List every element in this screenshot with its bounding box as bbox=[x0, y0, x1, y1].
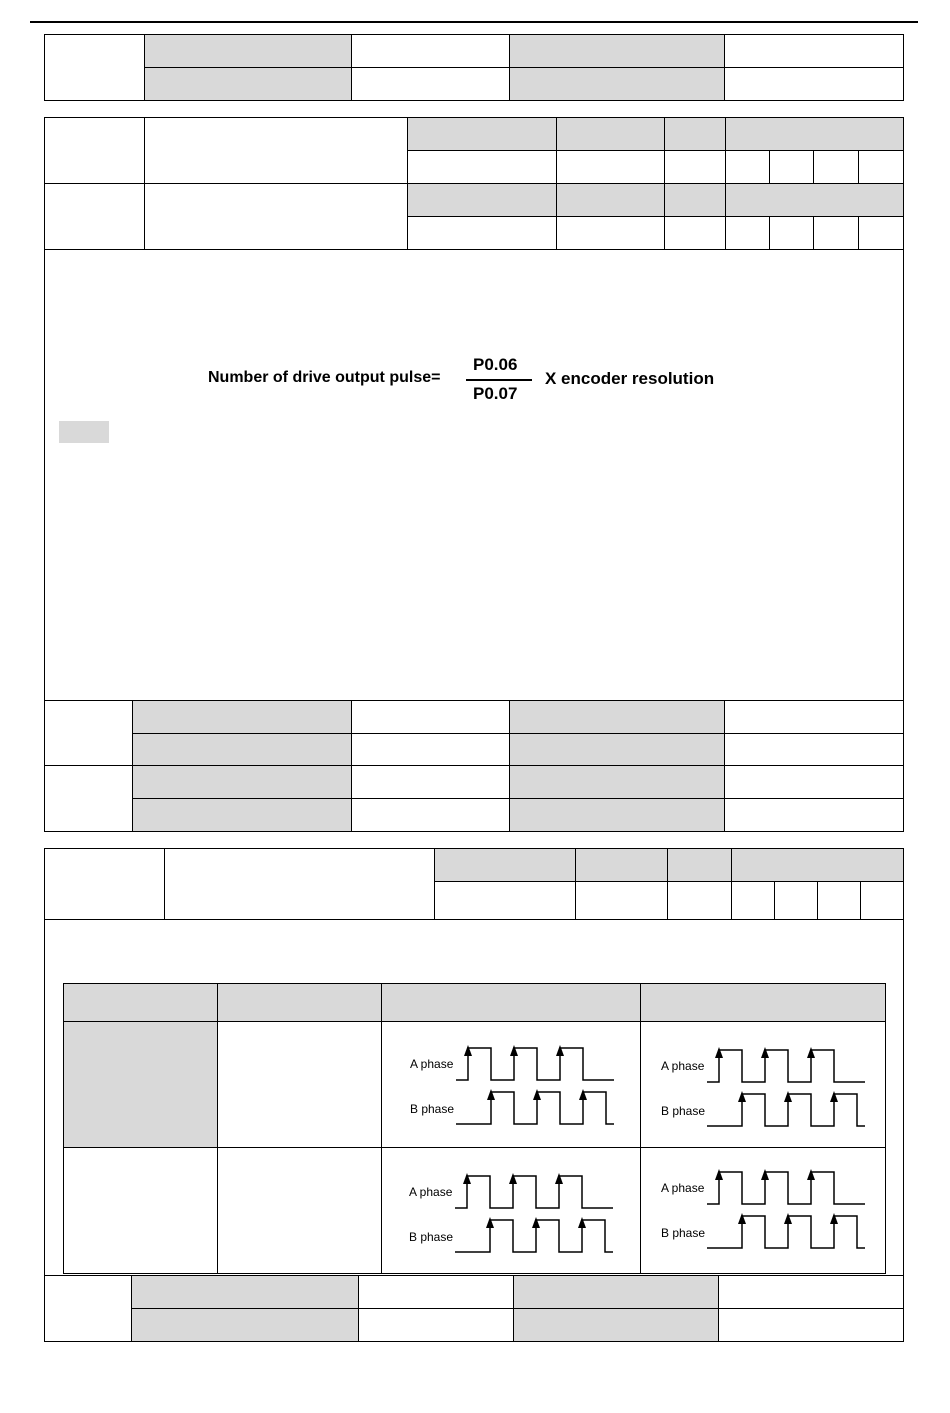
param-name-cell bbox=[144, 117, 408, 184]
header-cell bbox=[575, 848, 668, 882]
header-cell bbox=[556, 117, 665, 151]
value-cell bbox=[664, 216, 726, 250]
rising-edge-arrow bbox=[761, 1169, 769, 1180]
inner-header-cell bbox=[640, 983, 886, 1022]
waveform-svg bbox=[410, 1044, 640, 1134]
inner-header-cell bbox=[381, 983, 641, 1022]
rising-edge-arrow bbox=[556, 1045, 564, 1056]
value-cell bbox=[434, 881, 576, 920]
formula-numerator: P0.06 bbox=[473, 355, 518, 374]
rising-edge-arrow bbox=[715, 1047, 723, 1058]
header-cell bbox=[556, 183, 665, 217]
header-cell bbox=[509, 765, 725, 799]
value-cell bbox=[556, 216, 665, 250]
param-label-cell bbox=[44, 34, 145, 101]
value-cell bbox=[724, 700, 904, 734]
value-cell bbox=[351, 733, 510, 766]
header-cell bbox=[131, 1308, 359, 1342]
header-cell bbox=[132, 798, 352, 832]
a-phase-wave bbox=[707, 1172, 865, 1204]
value-cell bbox=[718, 1275, 904, 1309]
mode-cell bbox=[860, 881, 904, 920]
mode-cell bbox=[817, 881, 861, 920]
value-cell bbox=[351, 34, 510, 68]
b-phase-label: B phase bbox=[409, 1230, 454, 1244]
rising-edge-arrow bbox=[807, 1047, 815, 1058]
rising-edge-arrow bbox=[463, 1173, 471, 1184]
header-cell bbox=[132, 733, 352, 766]
value-cell bbox=[724, 798, 904, 832]
mode-cell bbox=[725, 216, 770, 250]
rising-edge-arrow bbox=[555, 1173, 563, 1184]
mode-cell bbox=[769, 150, 814, 184]
param-label-cell bbox=[44, 1275, 132, 1342]
inner-header-cell bbox=[63, 983, 218, 1022]
header-cell bbox=[407, 117, 557, 151]
formula-lhs: Number of drive output pulse= bbox=[208, 369, 441, 386]
rising-edge-arrow bbox=[533, 1089, 541, 1100]
a-phase-wave bbox=[707, 1050, 865, 1082]
rising-edge-arrow bbox=[738, 1213, 746, 1224]
header-cell bbox=[509, 700, 725, 734]
highlight-marker bbox=[59, 421, 109, 443]
rising-edge-arrow bbox=[830, 1213, 838, 1224]
inner-value-cell bbox=[217, 1147, 382, 1274]
header-cell bbox=[407, 183, 557, 217]
mode-cell bbox=[858, 216, 904, 250]
param-name-cell bbox=[144, 183, 408, 250]
rising-edge-arrow bbox=[784, 1213, 792, 1224]
value-cell bbox=[358, 1308, 514, 1342]
b-phase-label: B phase bbox=[410, 1102, 455, 1116]
inner-label-cell bbox=[63, 1021, 218, 1148]
mode-cell bbox=[725, 150, 770, 184]
value-cell bbox=[718, 1308, 904, 1342]
a-phase-wave bbox=[455, 1176, 613, 1208]
value-cell bbox=[724, 67, 904, 101]
rising-edge-arrow bbox=[784, 1091, 792, 1102]
header-cell bbox=[667, 848, 732, 882]
param-name-cell bbox=[164, 848, 435, 920]
value-cell bbox=[351, 67, 510, 101]
waveform-svg bbox=[661, 1046, 891, 1136]
header-cell bbox=[509, 733, 725, 766]
waveform-svg bbox=[409, 1172, 639, 1262]
inner-header-cell bbox=[217, 983, 382, 1022]
header-cell bbox=[509, 798, 725, 832]
rising-edge-arrow bbox=[761, 1047, 769, 1058]
param-code-cell bbox=[44, 183, 145, 250]
a-phase-label: A phase bbox=[409, 1185, 453, 1199]
b-phase-label: B phase bbox=[661, 1104, 706, 1118]
mode-cell bbox=[731, 881, 775, 920]
rising-edge-arrow bbox=[715, 1169, 723, 1180]
header-cell bbox=[509, 34, 725, 68]
header-cell bbox=[144, 34, 352, 68]
rising-edge-arrow bbox=[464, 1045, 472, 1056]
inner-value-cell bbox=[217, 1021, 382, 1148]
rising-edge-arrow bbox=[532, 1217, 540, 1228]
formula-rhs: X encoder resolution bbox=[545, 369, 715, 388]
rising-edge-arrow bbox=[807, 1169, 815, 1180]
header-cell bbox=[131, 1275, 359, 1309]
b-phase-label: B phase bbox=[661, 1226, 706, 1240]
value-cell bbox=[358, 1275, 514, 1309]
header-cell bbox=[509, 67, 725, 101]
header-cell bbox=[513, 1308, 719, 1342]
header-cell bbox=[513, 1275, 719, 1309]
a-phase-label: A phase bbox=[410, 1057, 454, 1071]
mode-cell bbox=[769, 216, 814, 250]
value-cell bbox=[575, 881, 668, 920]
rising-edge-arrow bbox=[579, 1089, 587, 1100]
rising-edge-arrow bbox=[830, 1091, 838, 1102]
header-cell bbox=[731, 848, 904, 882]
header-cell bbox=[144, 67, 352, 101]
header-cell bbox=[664, 183, 726, 217]
value-cell bbox=[351, 700, 510, 734]
rising-edge-arrow bbox=[738, 1091, 746, 1102]
value-cell bbox=[664, 150, 726, 184]
param-label-cell bbox=[44, 700, 133, 766]
rising-edge-arrow bbox=[486, 1217, 494, 1228]
value-cell bbox=[407, 216, 557, 250]
value-cell bbox=[724, 733, 904, 766]
waveform-svg bbox=[661, 1168, 891, 1258]
a-phase-wave bbox=[456, 1048, 614, 1080]
mode-cell bbox=[813, 216, 859, 250]
value-cell bbox=[724, 34, 904, 68]
rising-edge-arrow bbox=[487, 1089, 495, 1100]
rising-edge-arrow bbox=[578, 1217, 586, 1228]
header-cell bbox=[132, 700, 352, 734]
description-area bbox=[44, 249, 904, 701]
rising-edge-arrow bbox=[510, 1045, 518, 1056]
header-cell bbox=[725, 117, 904, 151]
formula-denominator: P0.07 bbox=[473, 384, 518, 403]
header-cell bbox=[664, 117, 726, 151]
value-cell bbox=[667, 881, 732, 920]
mode-cell bbox=[813, 150, 859, 184]
value-cell bbox=[351, 765, 510, 799]
mode-cell bbox=[774, 881, 818, 920]
header-cell bbox=[132, 765, 352, 799]
header-cell bbox=[434, 848, 576, 882]
fraction-bar bbox=[466, 379, 532, 381]
param-code-cell bbox=[44, 117, 145, 184]
rising-edge-arrow bbox=[509, 1173, 517, 1184]
value-cell bbox=[407, 150, 557, 184]
mode-cell bbox=[858, 150, 904, 184]
a-phase-label: A phase bbox=[661, 1181, 705, 1195]
value-cell bbox=[724, 765, 904, 799]
inner-label-cell bbox=[63, 1147, 218, 1274]
value-cell bbox=[351, 798, 510, 832]
param-label-cell bbox=[44, 765, 133, 832]
param-code-cell bbox=[44, 848, 165, 920]
page-top-rule bbox=[30, 21, 918, 23]
a-phase-label: A phase bbox=[661, 1059, 705, 1073]
value-cell bbox=[556, 150, 665, 184]
header-cell bbox=[725, 183, 904, 217]
